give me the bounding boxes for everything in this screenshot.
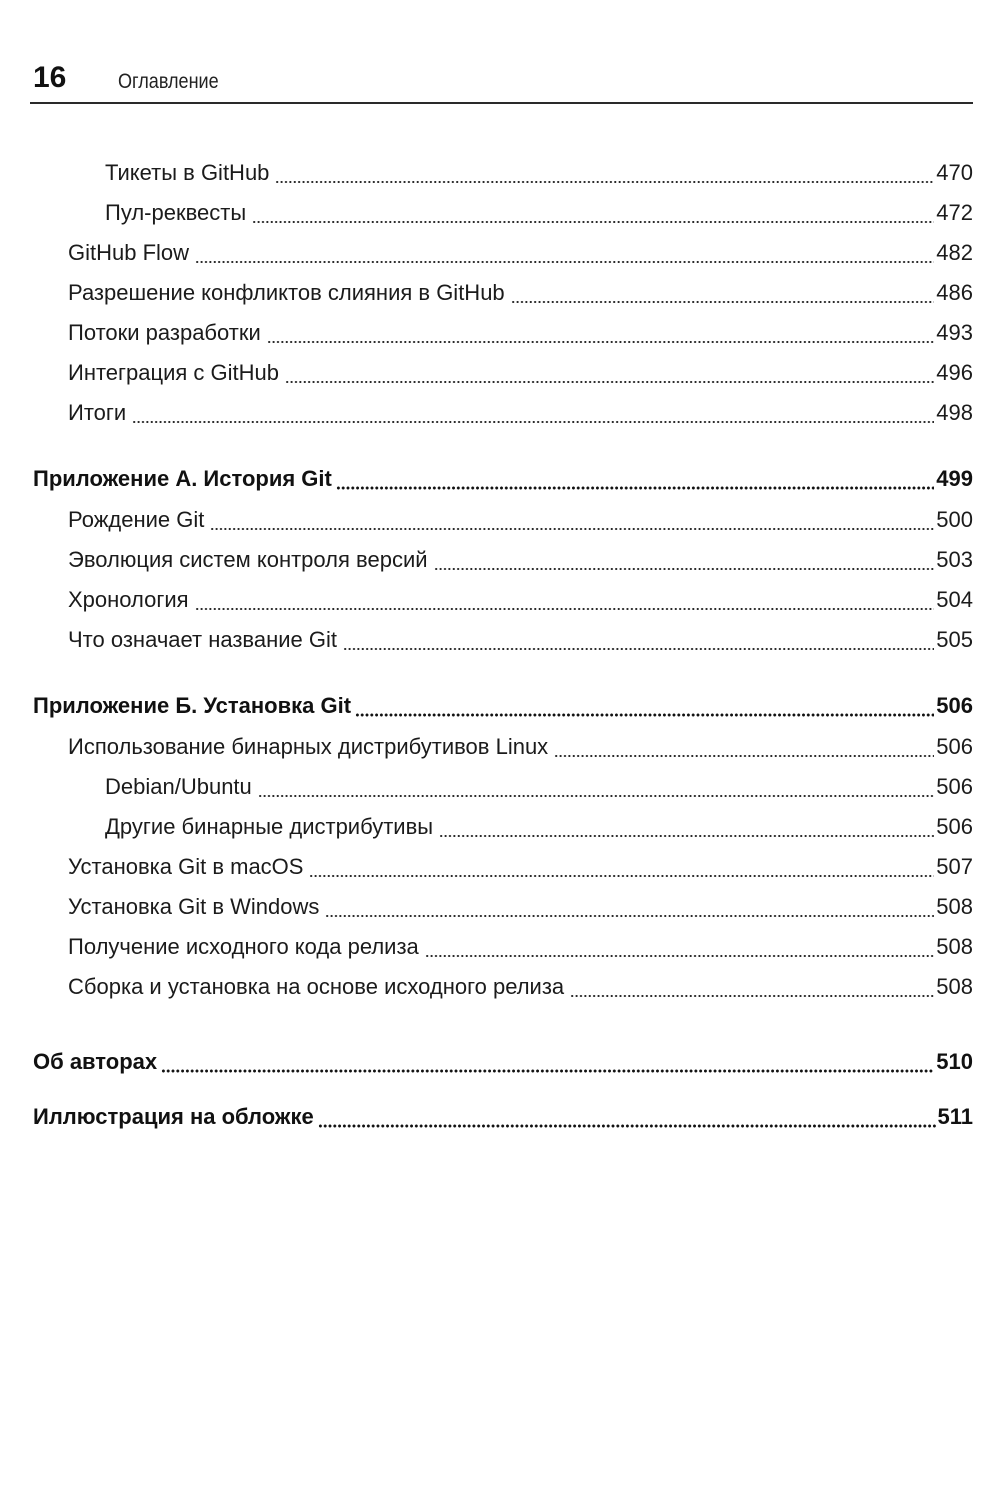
header-rule — [30, 102, 973, 104]
toc-leader-dots — [434, 540, 935, 580]
toc-chapter — [33, 1096, 973, 1138]
toc-chapter-page: 506 — [936, 693, 973, 718]
toc-entry-title: Debian/Ubuntu — [105, 774, 252, 799]
toc-entry-page: 486 — [936, 280, 973, 305]
toc-entry-title: Сборка и установка на основе исходного релиза — [68, 974, 565, 999]
toc-leader-dots — [325, 887, 934, 927]
toc-chapter-title: Иллюстрация на обложке — [33, 1104, 314, 1129]
toc-entry — [33, 767, 973, 807]
toc-entry — [33, 353, 973, 393]
toc-entry — [33, 540, 973, 580]
toc-entry — [33, 927, 973, 967]
toc-entry — [33, 393, 973, 433]
table-of-contents — [33, 153, 973, 1138]
toc-chapter-title: Приложение А. История Git — [33, 466, 332, 491]
toc-entry-title: Интеграция с GitHub — [68, 360, 280, 385]
toc-entry — [33, 620, 973, 660]
toc-leader-dots — [210, 500, 934, 540]
toc-entry-page: 482 — [936, 240, 973, 265]
toc-entry-title: Что означает название Git — [68, 627, 338, 652]
toc-leader-dots — [275, 153, 934, 193]
toc-entry-page: 493 — [936, 320, 973, 345]
toc-entry-page: 496 — [936, 360, 973, 385]
toc-entry-page: 472 — [936, 200, 973, 225]
toc-entry-title: Установка Git в macOS — [68, 854, 304, 879]
toc-leader-dots — [439, 807, 934, 847]
page-number: 16 — [33, 61, 67, 94]
toc-entry-title: Эволюция систем контроля версий — [68, 547, 428, 572]
toc-entry — [33, 193, 973, 233]
toc-entry — [33, 580, 973, 620]
toc-leader-dots — [343, 620, 934, 660]
toc-entry-page: 508 — [936, 974, 973, 999]
toc-entry-title: Хронология — [68, 587, 189, 612]
toc-leader-dots — [252, 193, 934, 233]
toc-leader-dots — [318, 1096, 936, 1138]
toc-chapter-page: 511 — [937, 1104, 973, 1129]
toc-leader-dots — [267, 313, 935, 353]
toc-leader-dots — [258, 767, 935, 807]
toc-entry-title: Потоки разработки — [68, 320, 261, 345]
toc-entry-page: 506 — [936, 814, 973, 839]
toc-entry-page: 507 — [936, 854, 973, 879]
toc-entry — [33, 313, 973, 353]
toc-entry-page: 470 — [936, 160, 973, 185]
toc-leader-dots — [570, 967, 934, 1007]
toc-chapter-title: Об авторах — [33, 1049, 158, 1074]
toc-entry — [33, 727, 973, 767]
toc-entry-page: 505 — [936, 627, 973, 652]
toc-chapter-page: 499 — [936, 466, 973, 491]
toc-leader-dots — [336, 458, 934, 500]
toc-entry-page: 506 — [936, 774, 973, 799]
toc-chapter-page: 510 — [936, 1049, 973, 1074]
toc-entry-title: Рождение Git — [68, 507, 205, 532]
toc-entry — [33, 273, 973, 313]
toc-entry-title: Использование бинарных дистрибутивов Linux — [68, 734, 549, 759]
toc-chapter — [33, 685, 973, 727]
toc-entry — [33, 807, 973, 847]
toc-leader-dots — [554, 727, 934, 767]
toc-entry — [33, 967, 973, 1007]
toc-entry-page: 503 — [936, 547, 973, 572]
toc-leader-dots — [511, 273, 935, 313]
toc-entry — [33, 233, 973, 273]
toc-entry — [33, 500, 973, 540]
running-title: Оглавление — [118, 70, 219, 93]
toc-entry-title: Разрешение конфликтов слияния в GitHub — [68, 280, 505, 305]
toc-entry-page: 498 — [936, 400, 973, 425]
toc-leader-dots — [132, 393, 934, 433]
toc-leader-dots — [425, 927, 934, 967]
toc-leader-dots — [309, 847, 934, 887]
toc-entry-title: GitHub Flow — [68, 240, 190, 265]
toc-leader-dots — [195, 580, 935, 620]
toc-leader-dots — [355, 685, 934, 727]
toc-entry-title: Тикеты в GitHub — [105, 160, 270, 185]
toc-entry — [33, 847, 973, 887]
toc-chapter — [33, 1041, 973, 1083]
toc-entry-page: 506 — [936, 734, 973, 759]
toc-entry-page: 508 — [936, 934, 973, 959]
toc-leader-dots — [195, 233, 934, 273]
toc-entry-title: Установка Git в Windows — [68, 894, 320, 919]
toc-chapter-title: Приложение Б. Установка Git — [33, 693, 352, 718]
toc-entry-page: 508 — [936, 894, 973, 919]
toc-entry — [33, 887, 973, 927]
toc-entry-title: Пул-реквесты — [105, 200, 247, 225]
toc-chapter — [33, 458, 973, 500]
toc-entry-page: 504 — [936, 587, 973, 612]
toc-leader-dots — [285, 353, 934, 393]
toc-leader-dots — [161, 1041, 934, 1083]
toc-entry-page: 500 — [936, 507, 973, 532]
toc-entry-title: Получение исходного кода релиза — [68, 934, 419, 959]
toc-entry-title: Итоги — [68, 400, 127, 425]
toc-entry-title: Другие бинарные дистрибутивы — [105, 814, 434, 839]
toc-entry — [33, 153, 973, 193]
